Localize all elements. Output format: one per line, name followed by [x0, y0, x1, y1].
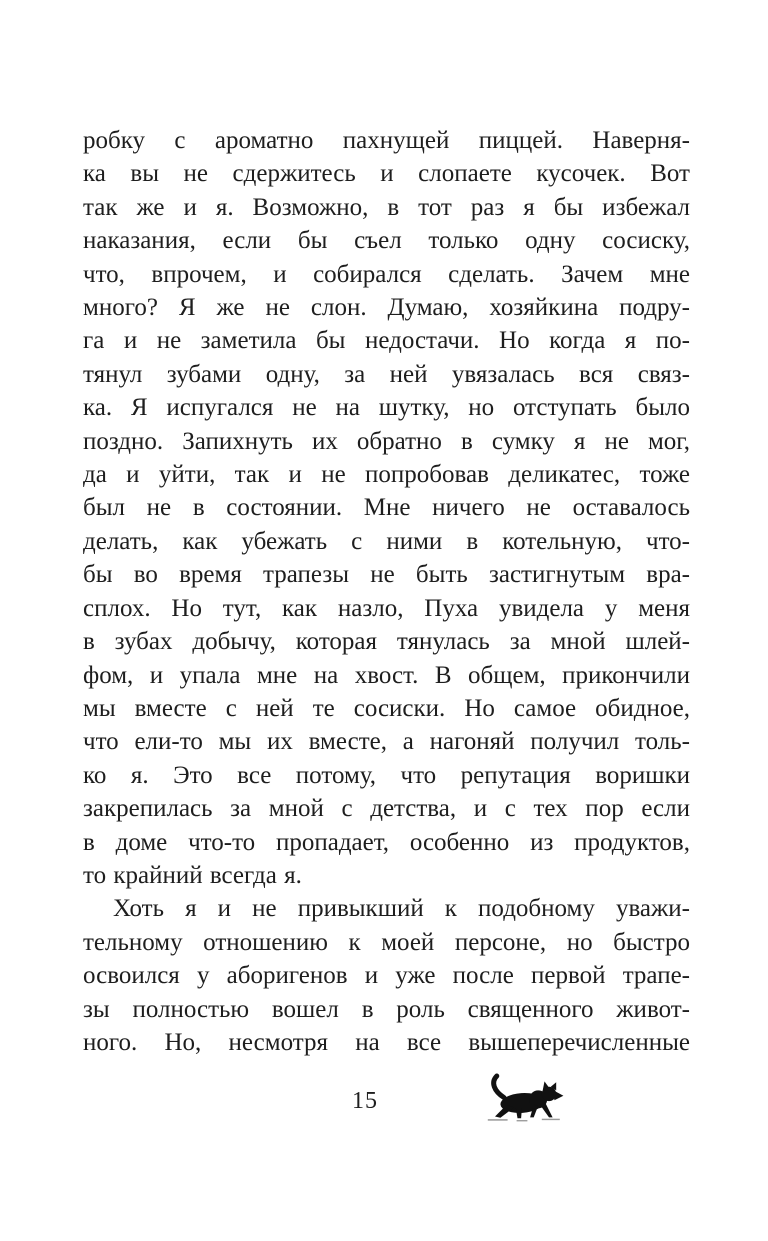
- text-line: тельному отношению к моей персоне, но быстро: [83, 928, 690, 956]
- text-line: бы во время трапезы не быть застигнутым вра-: [83, 561, 690, 589]
- walking-cat-icon: [477, 1072, 567, 1124]
- text-line: был не в состоянии. Мне ничего не оставалось: [83, 494, 690, 522]
- paragraph: [83, 892, 690, 1059]
- text-line: фом, и упала мне на хвост. В общем, прикончили: [83, 661, 690, 689]
- text-line: закрепилась за мной с детства, и с тех пор если: [83, 795, 690, 823]
- text-line: га и не заметила бы недостачи. Но когда я по-: [83, 327, 690, 355]
- paragraph: [83, 124, 690, 892]
- text-line: наказания, если бы съел только одну сосиску,: [83, 227, 690, 255]
- text-line: ного. Но, несмотря на все вышеперечисленные: [83, 1028, 690, 1056]
- ground-shadow-middle: [517, 1120, 528, 1121]
- text-line: в доме что-то пропадает, особенно из продуктов,: [83, 828, 690, 856]
- text-line: то крайний всегда я.: [83, 861, 302, 889]
- text-line: ка. Я испугался не на шутку, но отступать было: [83, 394, 690, 422]
- text-line: зы полностью вошел в роль священного живот-: [83, 995, 690, 1023]
- ground-shadow-left: [488, 1119, 508, 1121]
- text-line: что ели-то мы их вместе, а нагоняй получил толь-: [83, 728, 690, 756]
- text-line: сплох. Но тут, как назло, Пуха увидела у меня: [83, 594, 690, 622]
- text-line: делать, как убежать с ними в котельную, что-: [83, 527, 690, 555]
- text-line: да и уйти, так и не попробовав деликатес, тоже: [83, 461, 690, 489]
- text-line: Хоть я и не привыкший к подобному уважи-: [113, 895, 690, 923]
- ground-shadow-right: [542, 1119, 560, 1120]
- text-line: в зубах добычу, которая тянулась за мной шлей-: [83, 628, 690, 656]
- text-line: много? Я же не слон. Думаю, хозяйкина подру-: [83, 294, 690, 322]
- text-line: ко я. Это все потому, что репутация воришки: [83, 761, 690, 789]
- page-number: 15: [352, 1088, 378, 1114]
- text-line: ка вы не сдержитесь и слопаете кусочек. Вот: [83, 160, 690, 188]
- page-text: [83, 124, 690, 1059]
- text-line: что, впрочем, и собирался сделать. Зачем мне: [83, 260, 690, 288]
- text-line: робку с ароматно пахнущей пиццей. Наверня-: [83, 127, 690, 154]
- text-line: освоился у аборигенов и уже после первой трапе-: [83, 962, 690, 990]
- text-line: тянул зубами одну, за ней увязалась вся связ-: [83, 360, 690, 388]
- text-line: мы вместе с ней те сосиски. Но самое обидное,: [83, 694, 690, 722]
- text-line: так же и я. Возможно, в тот раз я бы избежал: [83, 193, 690, 221]
- text-line: поздно. Запихнуть их обратно в сумку я не мог,: [83, 427, 690, 455]
